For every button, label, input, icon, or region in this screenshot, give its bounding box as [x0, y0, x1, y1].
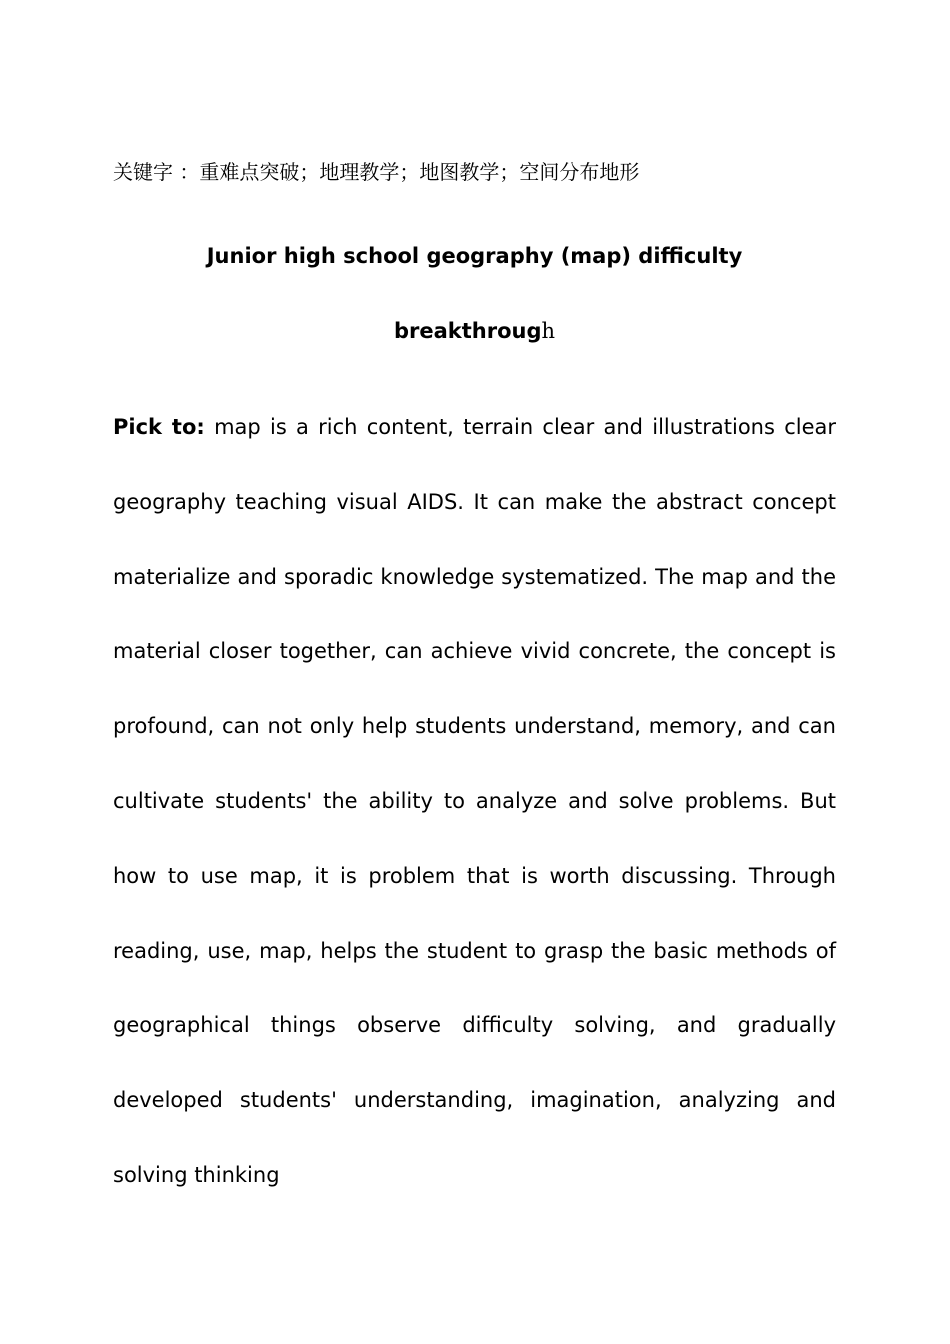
english-title-line-2	[113, 316, 836, 346]
english-title-line-2-main: breakthroug	[393, 319, 542, 343]
abstract-text: map is a rich content, terrain clear and illustrations clear geography teaching visual AIDS. It can make the abstract concept materialize and sporadic knowledge systematized. The map and the material closer together, can achieve vivid concrete, the concept is profound, can not only help students understand, memory, and can cultivate students' the ability to analyze and solve problems. But how to use map, it is problem that is worth discussing. Through reading, use, map, helps the student to grasp the basic methods of geographical things observe difficulty solving, and gradually developed students' understanding, imagination, analyzing and solving thinking	[113, 415, 836, 1187]
english-title-line-2-tail: h	[541, 319, 556, 343]
abstract-label: Pick to:	[113, 415, 205, 439]
abstract-paragraph	[113, 390, 836, 1213]
keywords-line: 关键字 ：重难点突破；地理教学；地图教学；空间分布地形	[113, 160, 640, 184]
english-title-line-1: Junior high school geography (map) difficulty	[206, 244, 743, 268]
